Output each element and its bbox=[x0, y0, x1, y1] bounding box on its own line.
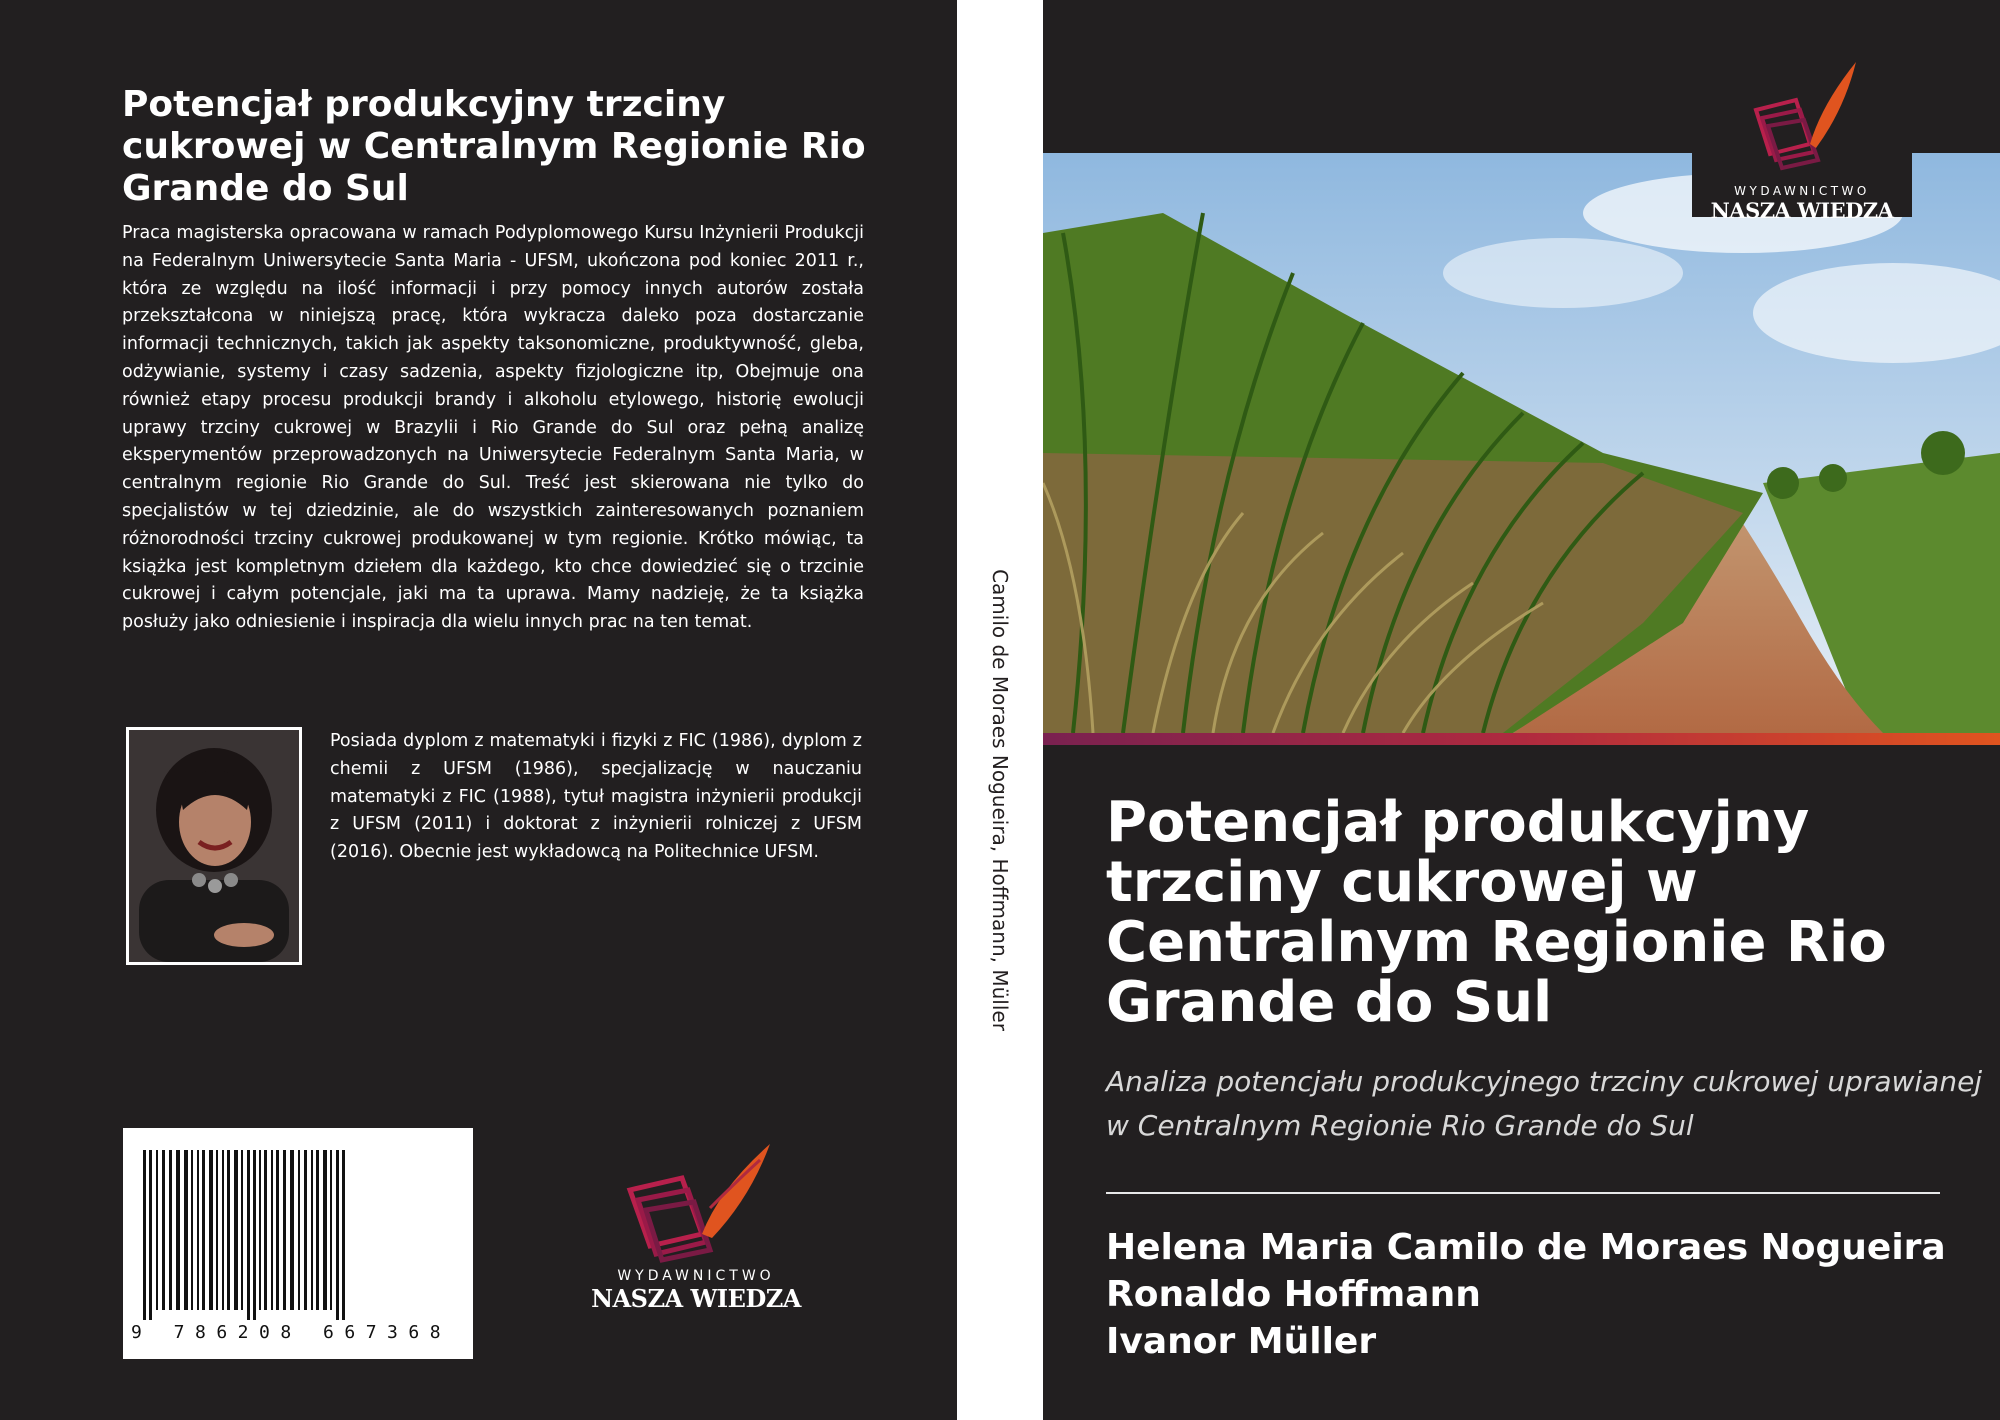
spine-authors: Camilo de Moraes Nogueira, Hoffmann, Müller bbox=[988, 569, 1012, 1031]
sugarcane-field-photo bbox=[1043, 153, 2000, 733]
book-feather-icon bbox=[1748, 54, 1858, 174]
publisher-name: NASZA WIEDZA bbox=[1710, 198, 1894, 223]
book-feather-icon bbox=[570, 1138, 822, 1268]
divider bbox=[1106, 1192, 1940, 1194]
author-name: Ronaldo Hoffmann bbox=[1106, 1274, 1481, 1315]
publisher-logo-back bbox=[570, 1138, 822, 1313]
author-bio: Posiada dyplom z matematyki i fizyki z FIC (1986), dyplom z chemii z UFSM (1986), specjalizację w nauczaniu matematyki z FIC (1988), tytuł magistra inżynierii produkcji z UFSM (2011) i doktorat z inżynierii rolniczej z UFSM (2016). Obecnie jest wykładowcą na Politechnice UFSM. bbox=[330, 731, 862, 863]
author-list bbox=[1106, 1224, 1996, 1365]
back-cover-title: Potencjał produkcyjny trzciny cukrowej w Centralnym Regionie Rio Grande do Sul bbox=[122, 84, 866, 209]
author-photo bbox=[126, 727, 302, 965]
author-name: Ivanor Müller bbox=[1106, 1321, 1377, 1362]
publisher-label: WYDAWNICTWO bbox=[617, 1268, 775, 1284]
author-name: Helena Maria Camilo de Moraes Nogueira bbox=[1106, 1227, 1946, 1268]
publisher-label: WYDAWNICTWO bbox=[1734, 184, 1870, 198]
barcode-bars bbox=[141, 1150, 455, 1320]
publisher-name: NASZA WIEDZA bbox=[591, 1284, 801, 1313]
publisher-logo-front bbox=[1692, 24, 1912, 223]
back-cover-blurb: Praca magisterska opracowana w ramach Podyplomowego Kursu Inżynierii Produkcji na Federalnym Uniwersytecie Santa Maria - UFSM, ukończona pod koniec 2011 r., która ze względu na ilość informacji i przy pomocy innych autorów została przekształcona w niniejszą pracę, która wykracza daleko poza dostarczanie informacji technicznych, takich jak aspekty taksonomiczne, produktywność, gleba, odżywianie, systemy i czasy sadzenia, aspekty fizjologiczne itp, Obejmuje ona również etapy procesu produkcji brandy i alkoholu etylowego, historię ewolucji uprawy trzciny cukrowej w Brazylii i Rio Grande do Sul oraz pełną analizę eksperymentów przeprowadzonych na Uniwersytecie Federalnym Santa Maria, w centralnym regionie Rio Grande do Sul. Treść jest skierowana nie tylko do specjalistów w tej dziedzinie, ale do wszystkich zainteresowanych poznaniem różnorodności trzciny cukrowej produkowanej w tym regionie. Krótko mówiąc, ta książka jest kompletnym dziełem dla każdego, kto chce dowiedzieć się o trzcinie cukrowej i całym potencjale, jaki ma ta uprawa. Mamy nadzieję, że ta książka posłuży jako odniesienie i inspiracja dla wielu innych prac na ten temat. bbox=[122, 223, 864, 633]
isbn-number: 9 786208 667368 bbox=[131, 1322, 452, 1343]
accent-stripe bbox=[1043, 733, 2000, 745]
front-cover-subtitle: Analiza potencjału produkcyjnego trzciny cukrowej uprawianej w Centralnym Regionie Rio Grande do Sul bbox=[1106, 1065, 1983, 1142]
isbn-barcode bbox=[123, 1128, 473, 1359]
front-cover-title: Potencjał produkcyjny trzciny cukrowej w Centralnym Regionie Rio Grande do Sul bbox=[1106, 790, 1887, 1035]
